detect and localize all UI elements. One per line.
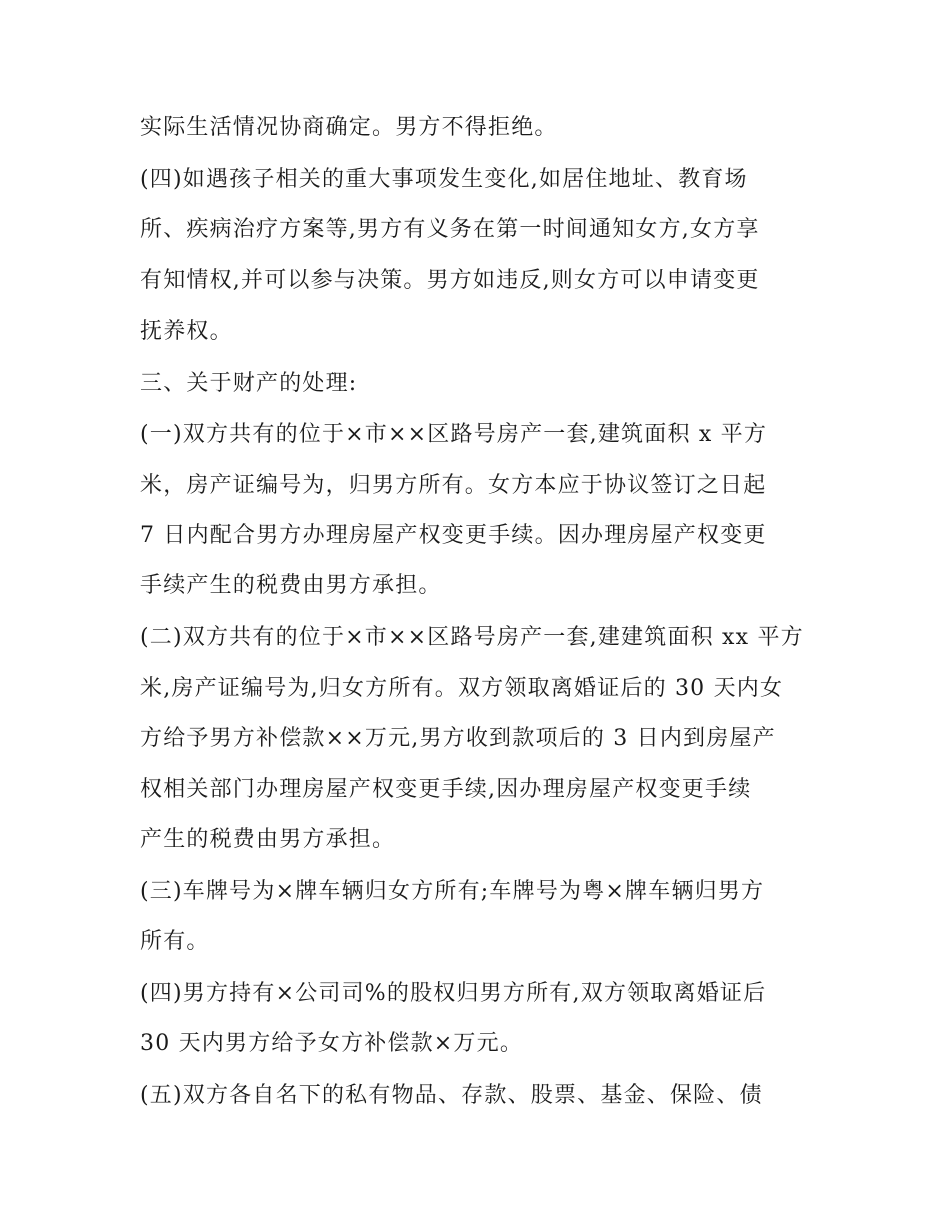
text-line: 所有。 bbox=[140, 929, 210, 954]
text-line: (二)双方共有的位于×市××区路号房产一套,建建筑面积 xx 平方 bbox=[140, 625, 804, 650]
text-line: 手续产生的税费由男方承担。 bbox=[140, 573, 442, 598]
text-line: 米，房产证编号为，归男方所有。女方本应于协议签订之日起 bbox=[140, 473, 767, 498]
text-line: (四)男方持有×公司司%的股权归男方所有,双方领取离婚证后 bbox=[140, 981, 767, 1006]
text-line: 所、疾病治疗方案等,男方有义务在第一时间通知女方,女方享 bbox=[140, 217, 760, 242]
text-line: 有知情权,并可以参与决策。男方如违反,则女方可以申请变更 bbox=[140, 268, 760, 293]
text-line: (一)双方共有的位于×市××区路号房产一套,建筑面积 x 平方 bbox=[140, 422, 768, 447]
section-heading: 三、关于财产的处理: bbox=[140, 371, 358, 396]
text-line: 产生的税费由男方承担。 bbox=[140, 827, 396, 852]
text-line: (四)如遇孩子相关的重大事项发生变化,如居住地址、教育场 bbox=[140, 167, 748, 192]
text-line: (五)双方各自名下的私有物品、存款、股票、基金、保险、债 bbox=[140, 1083, 763, 1108]
text-line: 方给予男方补偿款××万元,男方收到款项后的 3 日内到房屋产 bbox=[140, 726, 776, 751]
text-line: (三)车牌号为×牌车辆归女方所有;车牌号为粤×牌车辆归男方 bbox=[140, 879, 765, 904]
text-line: 权相关部门办理房屋产权变更手续,因办理房屋产权变更手续 bbox=[140, 777, 752, 802]
text-line: 30 天内男方给予女方补偿款×万元。 bbox=[140, 1031, 524, 1056]
text-line: 7 日内配合男方办理房屋产权变更手续。因办理房屋产权变更 bbox=[140, 523, 767, 548]
text-line: 抚养权。 bbox=[140, 319, 233, 344]
text-line: 米,房产证编号为,归女方所有。双方领取离婚证后的 30 天内女 bbox=[140, 676, 784, 701]
text-line: 实际生活情况协商确定。男方不得拒绝。 bbox=[140, 115, 558, 140]
